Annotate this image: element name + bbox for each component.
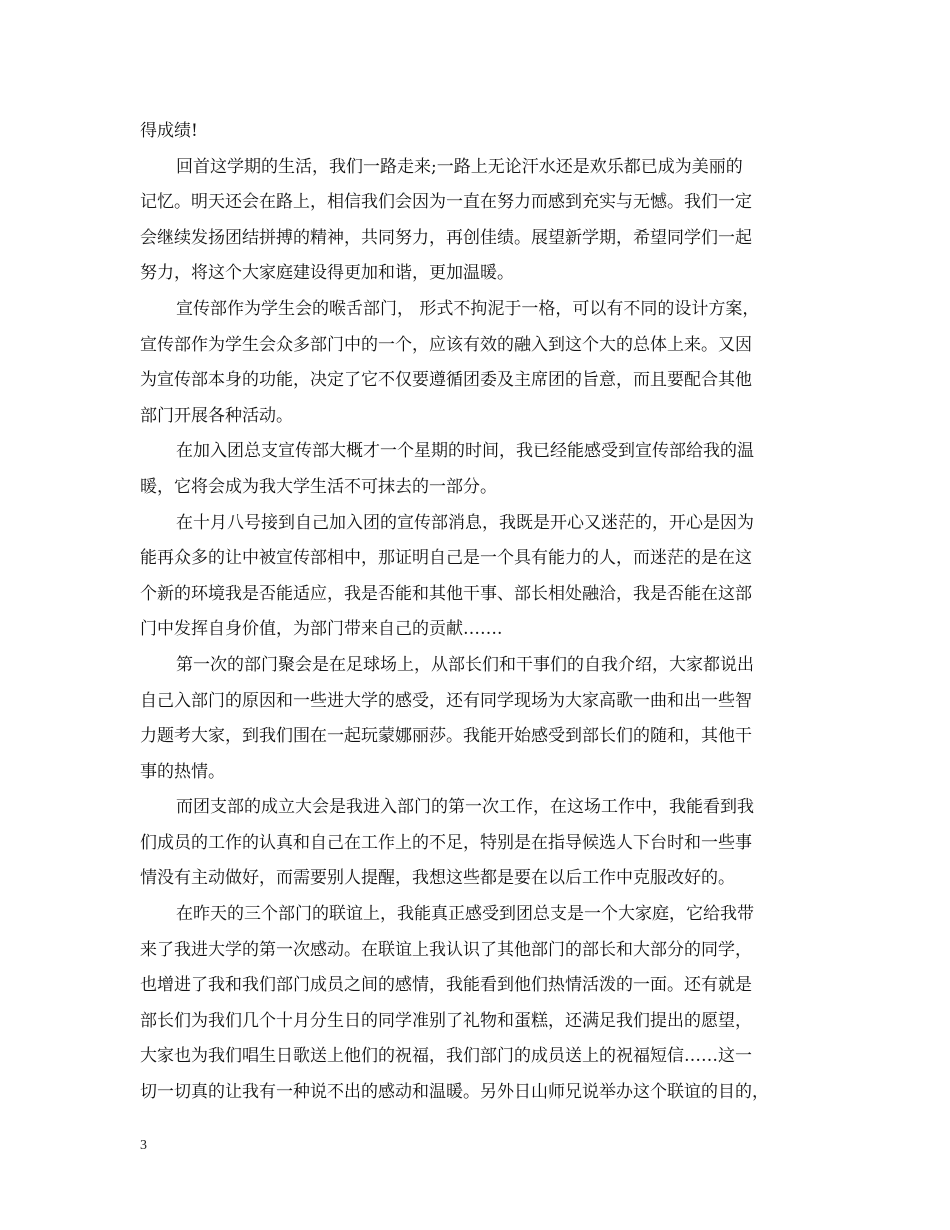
document-body	[140, 114, 824, 1111]
paragraph-first-line: 在加入团总支宣传部大概才一个星期的时间，我已经能感受到宣传部给我的温	[176, 441, 754, 462]
text-line: 切一切真的让我有一种说不出的感动和温暖。另外日山师兄说举办这个联谊的目的，	[140, 1082, 769, 1103]
text-line: 大家也为我们唱生日歌送上他们的祝福，我们部门的成员送上的祝福短信……这一	[140, 1046, 752, 1067]
text-line: 情没有主动做好，而需要别人提醒，我想这些都是要在以后工作中克服改好的。	[140, 868, 735, 889]
text-line: 得成绩!	[140, 121, 198, 141]
paragraph-first-line: 宣传部作为学生会的喉舌部门， 形式不拘泥于一格，可以有不同的设计方案，	[176, 298, 760, 319]
text-line: 事的热情。	[140, 761, 225, 782]
text-line: 力题考大家，到我们围在一起玩蒙娜丽莎。我能开始感受到部长们的随和，其他干	[140, 726, 752, 747]
text-line: 为宣传部本身的功能，决定了它不仅要遵循团委及主席团的旨意，而且要配合其他	[140, 370, 752, 391]
paragraph-first-line: 回首这学期的生活，我们一路走来;一路上无论汗水还是欢乐都已成为美丽的	[176, 156, 743, 177]
text-line: 自己入部门的原因和一些进大学的感受，还有同学现场为大家高歌一曲和出一些智	[140, 690, 752, 711]
text-line: 记忆。明天还会在路上，相信我们会因为一直在努力而感到充实与无憾。我们一定	[140, 192, 752, 213]
text-line: 也增进了我和我们部门成员之间的感情，我能看到他们热情活泼的一面。还有就是	[140, 975, 752, 996]
text-line: 努力，将这个大家庭建设得更加和谐，更加温暖。	[140, 263, 514, 284]
paragraph-first-line: 在十月八号接到自己加入团的宣传部消息，我既是开心又迷茫的，开心是因为	[176, 512, 754, 533]
text-line: 们成员的工作的认真和自己在工作上的不足，特别是在指导候选人下台时和一些事	[140, 832, 752, 853]
text-line: 门中发挥自身价值，为部门带来自己的贡献…….	[140, 619, 503, 640]
text-line: 来了我进大学的第一次感动。在联谊上我认识了其他部门的部长和大部分的同学，	[140, 939, 752, 960]
text-line: 会继续发扬团结拼搏的精神，共同努力，再创佳绩。展望新学期，希望同学们一起	[140, 227, 752, 248]
text-line: 部长们为我们几个十月分生日的同学准别了礼物和蛋糕，还满足我们提出的愿望，	[140, 1010, 752, 1031]
paragraph-first-line: 第一次的部门聚会是在足球场上，从部长们和干事们的自我介绍，大家都说出	[176, 654, 754, 675]
text-line: 暖，它将会成为我大学生活不可抹去的一部分。	[140, 476, 497, 497]
text-line: 能再众多的让中被宣传部相中，那证明自己是一个具有能力的人，而迷茫的是在这	[140, 548, 752, 569]
paragraph-first-line: 而团支部的成立大会是我进入部门的第一次工作，在这场工作中，我能看到我	[176, 797, 754, 818]
paragraph-first-line: 在昨天的三个部门的联谊上，我能真正感受到团总支是一个大家庭，它给我带	[176, 904, 754, 925]
page-number: 3	[140, 1138, 147, 1153]
text-line: 宣传部作为学生会众多部门中的一个，应该有效的融入到这个大的总体上来。又因	[140, 334, 752, 355]
text-line: 个新的环境我是否能适应，我是否能和其他干事、部长相处融洽，我是否能在这部	[140, 583, 752, 604]
text-line: 部门开展各种活动。	[140, 405, 293, 426]
